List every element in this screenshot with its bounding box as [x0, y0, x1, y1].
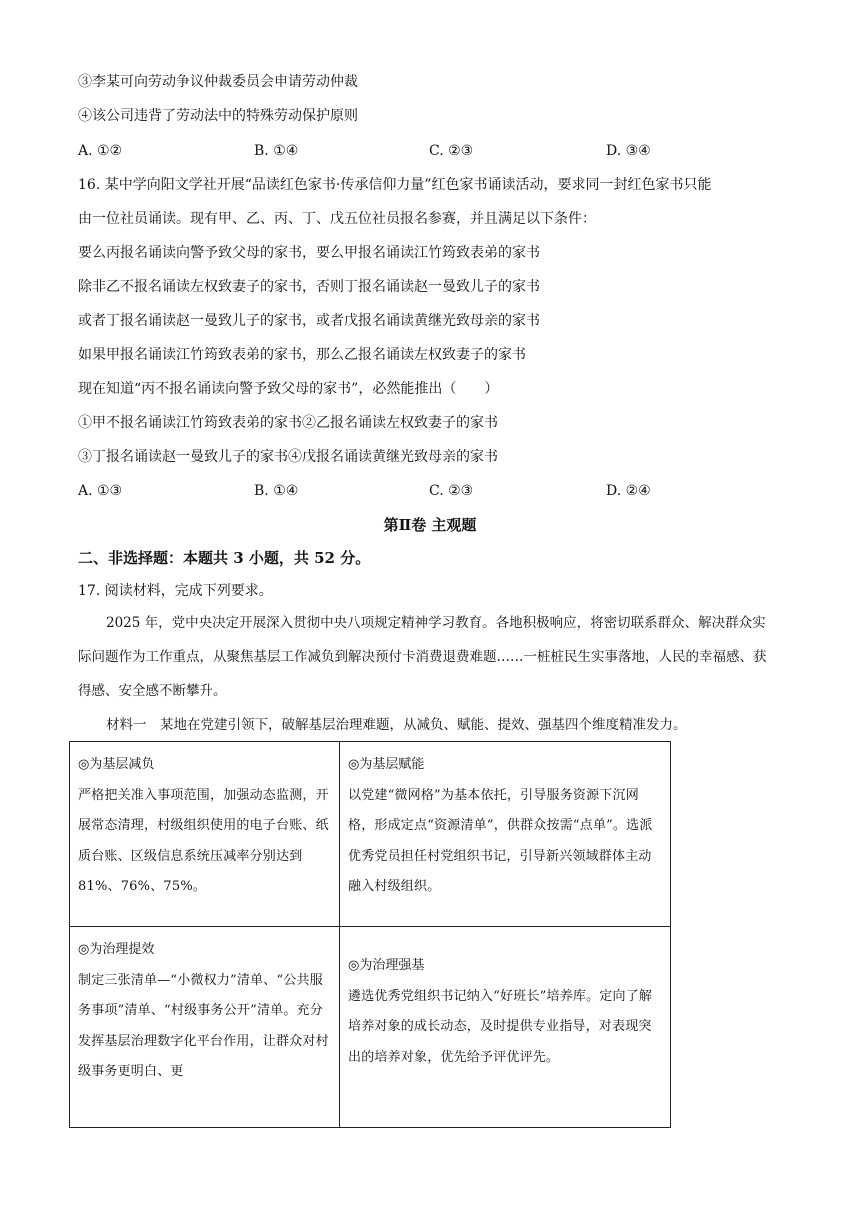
- section-title: 第Ⅱ卷 主观题: [383, 516, 477, 534]
- q17-material-1: 材料一 某地在党建引领下，破解基层治理难题，从减负、赋能、提效、强基四个维度精准发力。: [106, 717, 687, 733]
- q16-condition-3: 或者丁报名诵读赵一曼致儿子的家书，或者戊报名诵读黄继光致母亲的家书: [78, 313, 540, 329]
- q16-option-c[interactable]: C. ②③: [429, 483, 474, 499]
- q15-option-a[interactable]: A. ①②: [78, 143, 123, 159]
- q15-statement-4: ④该公司违背了劳动法中的特殊劳动保护原则: [78, 108, 358, 124]
- table-cell-strengthen-base: [340, 927, 671, 1128]
- section-heading: 二、非选择题：本题共 3 小题，共 52 分。: [78, 549, 371, 567]
- table-cell-improve-efficiency: [70, 927, 340, 1128]
- q16-stem-line-1: 16. 某中学向阳文学社开展“品读红色家书·传承信仰力量”红色家书诵读活动，要求同一封红色家书只能: [78, 177, 712, 193]
- q16-option-a[interactable]: A. ①③: [78, 483, 123, 499]
- q15-option-c[interactable]: C. ②③: [429, 143, 474, 159]
- cell-heading: ◎为基层减负: [78, 757, 155, 772]
- table-cell-empower: [340, 742, 671, 927]
- q16-condition-2: 除非乙不报名诵读左权致妻子的家书，否则丁报名诵读赵一曼致儿子的家书: [78, 279, 540, 295]
- q16-condition-4: 如果甲报名诵读江竹筠致表弟的家书，那么乙报名诵读左权致妻子的家书: [78, 347, 526, 363]
- q16-question: 现在知道“丙不报名诵读向警予致父母的家书”，必然能推出（ ）: [78, 381, 499, 397]
- q15-option-b[interactable]: B. ①④: [254, 143, 299, 159]
- cell-heading: ◎为基层赋能: [348, 757, 425, 772]
- q17-stem: 17. 阅读材料，完成下列要求。: [78, 583, 273, 599]
- q16-option-d[interactable]: D. ②④: [606, 483, 651, 499]
- q16-statements-3-4: ③丁报名诵读赵一曼致儿子的家书④戊报名诵读黄继光致母亲的家书: [78, 449, 498, 465]
- cell-heading: ◎为治理提效: [78, 942, 155, 957]
- q15-options: [78, 141, 778, 161]
- q16-option-b[interactable]: B. ①④: [254, 483, 299, 499]
- q16-options: [78, 481, 778, 501]
- table-cell-reduce-burden: [70, 742, 340, 927]
- cell-text: 严格把关准入事项范围，加强动态监测，开展常态清理，村级组织使用的电子台账、纸质台账、区级信息系统压减率分别达到 81%、76%、75%。: [78, 787, 329, 894]
- cell-text: 以党建“微网格”为基本依托，引导服务资源下沉网格，形成定点“资源清单”，供群众按需“点单”。选派优秀党员担任村党组织书记，引导新兴领域群体主动融入村级组织。: [348, 787, 653, 894]
- q15-option-d[interactable]: D. ③④: [606, 143, 651, 159]
- cell-text: 遴选优秀党组织书记纳入“好班长”培养库。定向了解培养对象的成长动态，及时提供专业指导，对表现突出的培养对象，优先给予评优评先。: [348, 988, 653, 1065]
- q16-condition-1: 要么丙报名诵读向警予致父母的家书，要么甲报名诵读江竹筠致表弟的家书: [78, 245, 540, 261]
- q17-intro: 2025 年，党中央决定开展深入贯彻中央八项规定精神学习教育。各地积极响应，将密切联系群众、解决群众实际问题作为工作重点，从聚焦基层工作减负到解决预付卡消费退费难题……一桩桩民生实事落地，人民的幸福感、获得感、安全感不断攀升。: [78, 615, 767, 699]
- cell-heading: ◎为治理强基: [348, 958, 425, 973]
- q16-statements-1-2: ①甲不报名诵读江竹筠致表弟的家书②乙报名诵读左权致妻子的家书: [78, 415, 498, 431]
- q15-statement-3: ③李某可向劳动争议仲裁委员会申请劳动仲裁: [78, 74, 358, 90]
- q16-stem-line-2: 由一位社员诵读。现有甲、乙、丙、丁、戊五位社员报名参赛，并且满足以下条件：: [78, 211, 596, 227]
- material-table: [69, 741, 671, 1128]
- cell-text: 制定三张清单—“小微权力”清单、“公共服务事项”清单、“村级事务公开”清单。充分发挥基层治理数字化平台作用，让群众对村级事务更明白、更: [78, 972, 329, 1079]
